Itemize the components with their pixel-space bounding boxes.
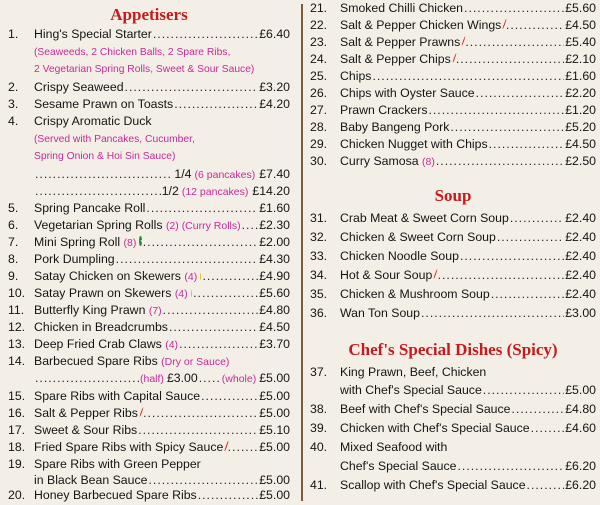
menu-item-6 (8, 217, 290, 234)
item-price: £5.10 (259, 423, 290, 437)
item-note: (Dry or Sauce) (161, 356, 230, 368)
item-price: £5.00 (259, 440, 290, 454)
menu-item-21 (310, 0, 596, 17)
menu-item-37 (310, 364, 596, 381)
item-price: £4.50 (565, 137, 596, 151)
item-note: (8) (123, 237, 137, 249)
item-number: 26. (310, 86, 328, 100)
menu-item-23 (310, 34, 596, 51)
item-name: in Black Bean Sauce (34, 473, 148, 487)
item-name: Crab Meat & Sweet Corn Soup (340, 211, 509, 225)
duck-quarter-portion (34, 166, 290, 183)
menu-item-38 (310, 401, 596, 418)
menu-item-20 (8, 487, 290, 504)
item-name: Chicken & Sweet Corn Soup (340, 230, 496, 244)
menu-item-4 (8, 113, 290, 130)
item-price: £2.30 (259, 218, 290, 232)
item-note: (8) (422, 156, 435, 168)
menu-item-26 (310, 85, 596, 102)
menu-item-19 (8, 456, 290, 473)
item-4-desc-line-2: Spring Onion & Hoi Sin Sauce) (34, 151, 176, 162)
item-number: 23. (310, 35, 328, 49)
item-price: £4.60 (565, 421, 596, 435)
menu-item-9 (8, 268, 290, 285)
menu-item-41 (310, 477, 596, 494)
item-number: 16. (8, 406, 26, 420)
menu-item-25 (310, 68, 596, 85)
menu-item-34 (310, 267, 596, 284)
item-name: Mixed Seafood with (340, 440, 448, 454)
item-number: 34. (310, 268, 328, 282)
menu-item-33 (310, 248, 596, 265)
item-name: Deep Fried Crab Claws (34, 337, 162, 351)
item-number: 24. (310, 52, 328, 66)
item-number: 19. (8, 457, 26, 471)
menu-item-17 (8, 422, 290, 439)
item-number: 1. (8, 27, 19, 41)
item-number: 30. (310, 154, 328, 168)
chefs-special-heading: Chef's Special Dishes (Spicy) (348, 340, 558, 359)
item-number: 5. (8, 201, 19, 215)
item-4-desc-line-1: (Served with Pancakes, Cucumber, (34, 134, 195, 145)
right-column (306, 0, 600, 505)
menu-item-27 (310, 102, 596, 119)
item-name: Hing's Special Starter (34, 27, 152, 41)
item-name: Sweet & Sour Ribs (34, 423, 138, 437)
item-price: £2.40 (565, 249, 596, 263)
item-number: 8. (8, 252, 19, 266)
item-price: £4.80 (259, 303, 290, 317)
item-price: £2.10 (565, 52, 596, 66)
menu-item-36 (310, 305, 596, 322)
half-price: £3.00 (166, 371, 198, 385)
menu-item-12 (8, 319, 290, 336)
item-price: £2.00 (259, 235, 290, 249)
portion-size: 1/2 (161, 184, 179, 198)
menu-item-8 (8, 251, 290, 268)
item-number: 20. (8, 488, 26, 502)
menu-item-13 (8, 336, 290, 353)
item-number: 10. (8, 286, 26, 300)
menu-item-1 (8, 26, 290, 43)
vegetarian-icon (139, 236, 141, 246)
soup-heading: Soup (434, 186, 472, 205)
item-number: 6. (8, 218, 19, 232)
item-name: Butterfly King Prawn (34, 303, 146, 317)
item-name: Fried Spare Ribs with Spicy Sauce (34, 440, 224, 454)
menu-item-30 (310, 153, 596, 170)
item-name: Chef's Special Sauce (340, 459, 457, 473)
item-name: Spring Pancake Roll (34, 201, 146, 215)
menu-item-29 (310, 136, 596, 153)
item-number: 3. (8, 97, 19, 111)
item-price: £5.00 (259, 406, 290, 420)
menu-item-5 (8, 200, 290, 217)
item-price: £5.00 (259, 389, 290, 403)
item-number: 39. (310, 421, 328, 435)
ribs-portion-line (34, 370, 290, 387)
item-number: 15. (8, 389, 26, 403)
item-name: Salt & Pepper Chips (340, 52, 451, 66)
nut-icon (200, 273, 201, 280)
item-name: Crispy Seaweed (34, 80, 124, 94)
item-price: £4.50 (259, 320, 290, 334)
item-price: £4.90 (259, 269, 290, 283)
item-number: 40. (310, 440, 328, 454)
item-number: 14. (8, 354, 26, 368)
item-price: £2.40 (565, 287, 596, 301)
item-number: 21. (310, 1, 328, 15)
item-name: Salt & Pepper Ribs (34, 406, 138, 420)
nut-icon (191, 290, 192, 297)
menu-item-40 (310, 439, 596, 456)
item-price: £5.00 (565, 383, 596, 397)
item-price: £2.40 (565, 268, 596, 282)
item-price: £6.20 (565, 478, 596, 492)
item-name: Smoked Chilli Chicken (340, 1, 464, 15)
item-number: 29. (310, 137, 328, 151)
menu-item-3 (8, 96, 290, 113)
menu-item-18 (8, 439, 290, 456)
item-price: £4.80 (565, 402, 596, 416)
item-name: Curry Samosa (340, 154, 419, 168)
item-note: (4) (165, 339, 179, 351)
item-name: Chips (340, 69, 372, 83)
item-price: £3.70 (259, 337, 290, 351)
item-number: 22. (310, 18, 328, 32)
item-name: Barbecued Spare Ribs (34, 354, 158, 368)
menu-item-22 (310, 17, 596, 34)
item-name: Honey Barbecued Spare Ribs (34, 488, 197, 502)
item-name: Crispy Aromatic Duck (34, 114, 152, 128)
item-1-desc-line-2: 2 Vegetarian Spring Rolls, Sweet & Sour Sauce) (34, 64, 255, 75)
menu-item-39 (310, 420, 596, 437)
menu-item-28 (310, 119, 596, 136)
menu-item-10 (8, 285, 290, 302)
item-price: £5.20 (565, 120, 596, 134)
item-number: 18. (8, 440, 26, 454)
item-number: 38. (310, 402, 328, 416)
item-number: 37. (310, 365, 328, 379)
left-column (0, 0, 298, 505)
item-price: £4.20 (259, 97, 290, 111)
item-price: £5.60 (259, 286, 290, 300)
column-divider (301, 4, 303, 501)
item-number: 35. (310, 287, 328, 301)
whole-label: (whole) (221, 373, 257, 385)
item-price: £5.00 (259, 473, 290, 487)
item-name: Spare Ribs with Green Pepper (34, 457, 201, 471)
portion-price: £7.40 (259, 167, 290, 181)
menu-item-24 (310, 51, 596, 68)
item-price: £2.40 (565, 230, 596, 244)
item-name: Chicken & Mushroom Soup (340, 287, 490, 301)
menu-item-32 (310, 229, 596, 246)
item-note: (4) (184, 271, 198, 283)
item-price: £3.00 (565, 306, 596, 320)
item-name: Beef with Chef's Special Sauce (340, 402, 511, 416)
item-name: Mini Spring Roll (34, 235, 121, 249)
item-number: 28. (310, 120, 328, 134)
duck-half-portion (34, 183, 290, 200)
item-price: £3.20 (259, 80, 290, 94)
item-price: £1.20 (565, 103, 596, 117)
menu-item-15 (8, 388, 290, 405)
menu-item-11 (8, 302, 290, 319)
item-number: 11. (8, 303, 25, 317)
item-number: 2. (8, 80, 19, 94)
item-name: Prawn Crackers (340, 103, 428, 117)
item-number: 32. (310, 230, 328, 244)
item-name: Chicken in Breadcrumbs (34, 320, 168, 334)
item-name: Pork Dumpling (34, 252, 115, 266)
item-price: £2.50 (565, 154, 596, 168)
item-number: 12. (8, 320, 26, 334)
item-number: 36. (310, 306, 328, 320)
item-name: Satay Prawn on Skewers (34, 286, 172, 300)
item-name: Satay Chicken on Skewers (34, 269, 181, 283)
item-number: 13. (8, 337, 26, 351)
item-price: £5.60 (565, 1, 596, 15)
menu-item-40-line-2 (340, 458, 596, 475)
item-number: 7. (8, 235, 19, 249)
menu-item-37-line-2 (340, 382, 596, 399)
item-price: £6.40 (259, 27, 290, 41)
item-name: Chicken Noodle Soup (340, 249, 459, 263)
half-label: (half) (140, 373, 164, 385)
item-price: £2.40 (565, 211, 596, 225)
item-name: Scallop with Chef's Special Sauce (340, 478, 526, 492)
item-price: £4.50 (565, 18, 596, 32)
portion-note: (12 pancakes) (181, 186, 249, 198)
item-name: Chicken with Chef's Special Sauce (340, 421, 530, 435)
item-name: Hot & Sour Soup (340, 268, 433, 282)
appetisers-heading: Appetisers (110, 5, 188, 24)
menu-item-14 (8, 353, 290, 370)
menu-item-35 (310, 286, 596, 303)
item-price: £1.60 (565, 69, 596, 83)
menu-item-31 (310, 210, 596, 227)
portion-price: £14.20 (252, 184, 290, 198)
item-1-desc-line-1: (Seaweeds, 2 Chicken Balls, 2 Spare Ribs, (34, 47, 231, 58)
item-number: 31. (310, 211, 328, 225)
item-name: Spare Ribs with Capital Sauce (34, 389, 201, 403)
item-price: £1.60 (259, 201, 290, 215)
item-name: Vegetarian Spring Rolls (34, 218, 163, 232)
item-note: (7) (148, 305, 162, 317)
item-name: Wan Ton Soup (340, 306, 420, 320)
item-price: £5.40 (565, 35, 596, 49)
portion-note: (6 pancakes) (194, 169, 256, 181)
item-price: £5.00 (259, 488, 290, 502)
item-number: 41. (310, 478, 328, 492)
item-price: £6.20 (565, 459, 596, 473)
item-name: Baby Bangeng Pork (340, 120, 450, 134)
menu-item-7 (8, 234, 290, 251)
whole-price: £5.00 (259, 371, 290, 385)
menu-item-16 (8, 405, 290, 422)
item-number: 27. (310, 103, 328, 117)
menu-item-2 (8, 79, 290, 96)
item-note: (2) (Curry Rolls) (165, 220, 241, 232)
item-number: 25. (310, 69, 328, 83)
item-number: 9. (8, 269, 19, 283)
item-name: Chicken Nugget with Chips (340, 137, 488, 151)
item-name: with Chef's Special Sauce (340, 383, 482, 397)
item-name: Chips with Oyster Sauce (340, 86, 475, 100)
portion-size: 1/4 (174, 167, 192, 181)
item-number: 17. (8, 423, 26, 437)
item-number: 33. (310, 249, 328, 263)
item-number: 4. (8, 114, 19, 128)
item-name: Salt & Pepper Prawns (340, 35, 461, 49)
item-name: Sesame Prawn on Toasts (34, 97, 174, 111)
item-price: £2.20 (565, 86, 596, 100)
item-name: Salt & Pepper Chicken Wings (340, 18, 502, 32)
item-name: King Prawn, Beef, Chicken (340, 365, 487, 379)
item-price: £4.30 (259, 252, 290, 266)
item-note: (4) (174, 288, 188, 300)
